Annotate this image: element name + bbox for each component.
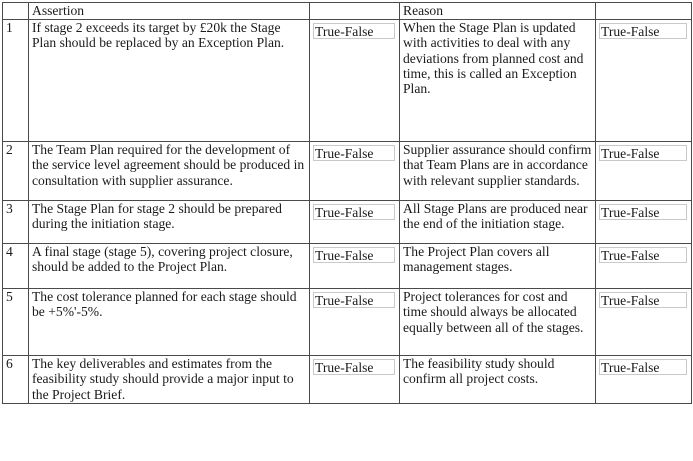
reason-true-false-selector[interactable] [599, 247, 687, 263]
row-number: 2 [3, 142, 29, 201]
option-separator: - [340, 23, 345, 39]
option-separator: - [340, 204, 345, 220]
reason-true-false-selector[interactable] [599, 204, 687, 220]
reason-true-false-selector[interactable] [599, 23, 687, 39]
table-row [3, 356, 692, 404]
table-row [3, 142, 692, 201]
option-true[interactable]: True [601, 292, 627, 308]
option-true[interactable]: True [601, 247, 627, 263]
option-true[interactable]: True [601, 359, 627, 375]
option-false[interactable]: False [630, 359, 660, 375]
reason-answer-cell [596, 244, 692, 289]
option-false[interactable]: False [630, 23, 660, 39]
assertion-text: The key deliverables and estimates from the feasibility study should provide a major input to the Project Brief. [29, 356, 310, 404]
reason-answer-cell [596, 20, 692, 142]
assertion-answer-cell [310, 289, 400, 356]
assertion-answer-cell [310, 142, 400, 201]
option-separator: - [340, 359, 345, 375]
reason-text: The feasibility study should confirm all project costs. [400, 356, 596, 404]
assertion-text: The Stage Plan for stage 2 should be prepared during the initiation stage. [29, 201, 310, 244]
reason-true-false-selector[interactable] [599, 145, 687, 161]
option-false[interactable]: False [630, 204, 660, 220]
header-row [3, 3, 692, 20]
option-false[interactable]: False [630, 145, 660, 161]
option-separator: - [626, 145, 631, 161]
reason-answer-cell [596, 289, 692, 356]
assertion-text: The cost tolerance planned for each stage should be +5%'-5%. [29, 289, 310, 356]
reason-text: When the Stage Plan is updated with activities to deal with any deviations from planned cost and time, this is called an Exception Plan. [400, 20, 596, 142]
header-reason: Reason [400, 3, 596, 20]
assertion-reason-table [2, 2, 692, 404]
table-row [3, 244, 692, 289]
reason-text: The Project Plan covers all management stages. [400, 244, 596, 289]
assertion-answer-cell [310, 201, 400, 244]
reason-answer-cell [596, 356, 692, 404]
assertion-text: The Team Plan required for the development of the service level agreement should be produced in consultation with supplier assurance. [29, 142, 310, 201]
row-number: 6 [3, 356, 29, 404]
assertion-true-false-selector[interactable] [313, 204, 395, 220]
assertion-reason-table-container [2, 2, 691, 457]
row-number: 5 [3, 289, 29, 356]
assertion-true-false-selector[interactable] [313, 359, 395, 375]
option-true[interactable]: True [315, 23, 341, 39]
option-separator: - [340, 292, 345, 308]
reason-text: Project tolerances for cost and time should always be allocated equally between all of the stages. [400, 289, 596, 356]
table-row [3, 289, 692, 356]
header-assertion: Assertion [29, 3, 310, 20]
reason-true-false-selector[interactable] [599, 359, 687, 375]
header-num [3, 3, 29, 20]
header-reason-answer [596, 3, 692, 20]
header-assertion-answer [310, 3, 400, 20]
option-true[interactable]: True [315, 292, 341, 308]
option-true[interactable]: True [601, 23, 627, 39]
assertion-answer-cell [310, 244, 400, 289]
option-true[interactable]: True [601, 145, 627, 161]
assertion-answer-cell [310, 20, 400, 142]
option-false[interactable]: False [630, 292, 660, 308]
option-separator: - [626, 292, 631, 308]
row-number: 1 [3, 20, 29, 142]
reason-text: Supplier assurance should confirm that Team Plans are in accordance with relevant supplier standards. [400, 142, 596, 201]
option-false[interactable]: False [344, 292, 374, 308]
reason-answer-cell [596, 142, 692, 201]
reason-answer-cell [596, 201, 692, 244]
option-separator: - [626, 204, 631, 220]
option-true[interactable]: True [601, 204, 627, 220]
row-number: 4 [3, 244, 29, 289]
option-separator: - [626, 359, 631, 375]
option-separator: - [626, 23, 631, 39]
assertion-true-false-selector[interactable] [313, 145, 395, 161]
assertion-true-false-selector[interactable] [313, 292, 395, 308]
option-separator: - [340, 247, 345, 263]
option-false[interactable]: False [344, 204, 374, 220]
option-true[interactable]: True [315, 247, 341, 263]
option-true[interactable]: True [315, 145, 341, 161]
assertion-answer-cell [310, 356, 400, 404]
option-false[interactable]: False [630, 247, 660, 263]
option-true[interactable]: True [315, 359, 341, 375]
assertion-true-false-selector[interactable] [313, 247, 395, 263]
row-number: 3 [3, 201, 29, 244]
table-row [3, 201, 692, 244]
option-separator: - [626, 247, 631, 263]
option-separator: - [340, 145, 345, 161]
reason-text: All Stage Plans are produced near the end of the initiation stage. [400, 201, 596, 244]
table-row [3, 20, 692, 142]
option-false[interactable]: False [344, 23, 374, 39]
option-false[interactable]: False [344, 145, 374, 161]
option-false[interactable]: False [344, 247, 374, 263]
option-false[interactable]: False [344, 359, 374, 375]
reason-true-false-selector[interactable] [599, 292, 687, 308]
assertion-text: If stage 2 exceeds its target by £20k the Stage Plan should be replaced by an Exception Plan. [29, 20, 310, 142]
assertion-true-false-selector[interactable] [313, 23, 395, 39]
option-true[interactable]: True [315, 204, 341, 220]
assertion-text: A final stage (stage 5), covering project closure, should be added to the Project Plan. [29, 244, 310, 289]
